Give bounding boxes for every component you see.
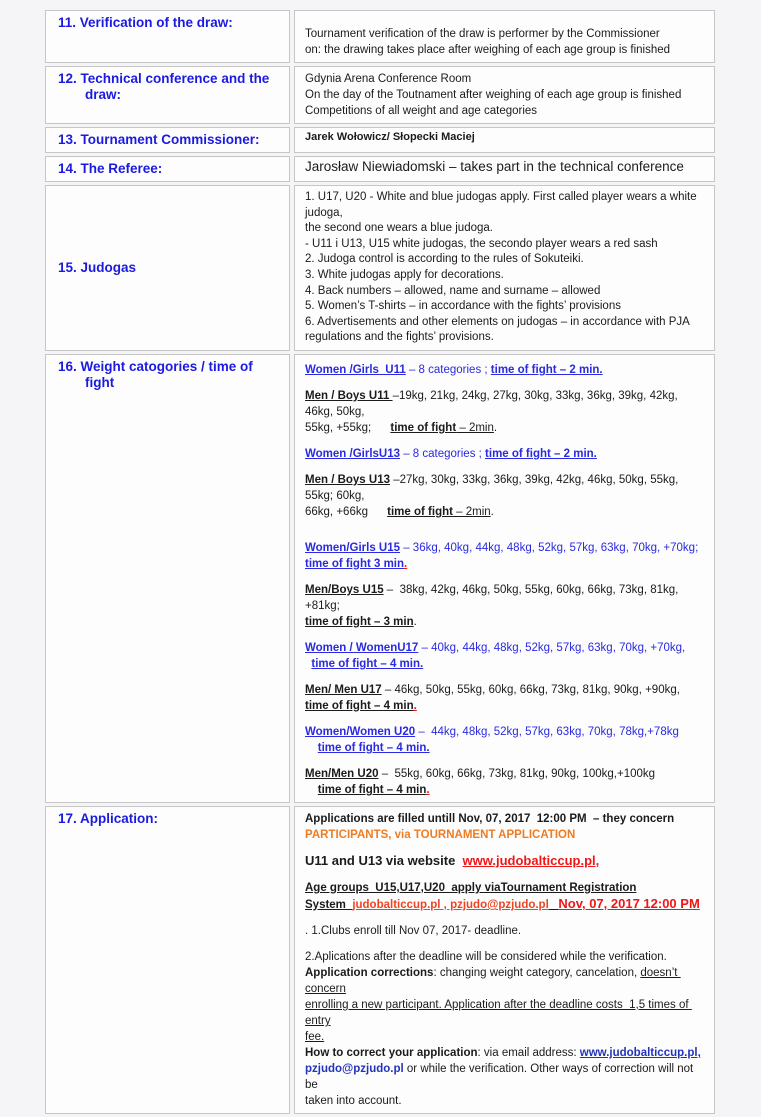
text-segment: Nov, 07, 2017 12:00 PM <box>558 895 700 911</box>
text-segment: – 46kg, 50kg, 55kg, 60kg, 66kg, 73kg, 81kg, 90kg, +90kg, <box>381 683 680 696</box>
table-row-17 <box>45 806 715 1114</box>
text-line <box>305 299 704 315</box>
text-line <box>305 949 704 965</box>
text-segment: – 40kg, 44kg, 48kg, 52kg, 57kg, 63kg, 70kg, +70kg, <box>418 641 686 654</box>
text-line <box>305 572 704 582</box>
text-segment: – 38kg, 42kg, 46kg, 50kg, 55kg, 60kg, 66kg, 73kg, 81kg, +81kg; <box>305 583 682 612</box>
text-segment: – 44kg, 48kg, 52kg, 57kg, 63kg, 70kg, 78kg,+78kg <box>415 725 679 738</box>
row-15-heading-cell <box>45 185 290 351</box>
text-segment: Men/Boys U15 <box>305 583 384 596</box>
text-line <box>305 71 704 87</box>
row-14-content <box>305 159 704 174</box>
text-segment: fee. <box>305 1030 325 1043</box>
table-row-15 <box>45 185 715 351</box>
row-12-content-cell <box>294 66 715 124</box>
text-line <box>305 472 704 504</box>
text-line <box>305 630 704 640</box>
text-line <box>305 462 704 472</box>
text-line <box>305 756 704 766</box>
text-line <box>305 1061 704 1093</box>
row-13-heading-cell <box>45 127 290 153</box>
text-line <box>305 221 704 237</box>
row-11-content <box>305 15 704 58</box>
text-segment: time of fight <box>390 421 457 434</box>
text-line <box>305 843 704 853</box>
text-segment: PARTICIPANTS, via TOURNAMENT APPLICATION <box>305 828 576 841</box>
text-line <box>305 782 704 798</box>
text-line <box>305 284 704 300</box>
text-segment: Competitions of all weight and age categories <box>305 105 538 117</box>
row-12-heading: 12. Technical conference and the draw: <box>58 71 270 102</box>
text-segment: Age groups U15,U17,U20 apply viaTournament Registration <box>305 881 637 894</box>
text-segment: enrolling a new participant. Application after the deadline costs 1,5 times of entry <box>305 998 692 1027</box>
text-segment: . <box>413 615 417 628</box>
table-row-13 <box>45 127 715 153</box>
text-segment: – 8 categories ; <box>400 447 486 460</box>
text-segment: System <box>305 898 353 911</box>
text-line <box>305 896 704 913</box>
text-segment: time of fight – 2 min. <box>490 363 603 376</box>
text-line <box>305 1045 704 1061</box>
text-line <box>305 520 704 530</box>
row-13-content-cell <box>294 127 715 153</box>
text-segment: . <box>413 699 417 712</box>
text-line <box>305 540 704 556</box>
row-14-content-cell <box>294 156 715 182</box>
text-segment: time of fight – 4 min. <box>317 741 430 754</box>
text-segment: 6. Advertisements and other elements on judogas – in accordance with PJA <box>305 315 690 328</box>
text-segment: U11 and U13 via website <box>305 852 463 868</box>
text-line <box>305 880 704 896</box>
text-segment: time of fight – 4 min <box>317 783 427 796</box>
text-segment: time of fight – 4 min <box>305 699 414 712</box>
text-line <box>305 853 704 870</box>
text-segment: Men / Boys U13 <box>305 473 390 486</box>
text-segment: Jarek Wołowicz/ Słopecki Maciej <box>305 131 475 143</box>
text-segment: 2. Judoga control is according to the rules of Sokuteiki. <box>305 253 584 266</box>
text-line <box>305 420 704 436</box>
row-11-heading: 11. Verification of the draw: <box>58 15 233 30</box>
text-line <box>305 740 704 756</box>
text-segment <box>305 784 318 796</box>
text-line <box>305 614 704 630</box>
table-row-11 <box>45 10 715 63</box>
text-line <box>305 714 704 724</box>
text-segment: 5. Women’s T-shirts – in accordance with the fights’ provisions <box>305 300 621 313</box>
text-line <box>305 1029 704 1045</box>
row-16-heading-cell <box>45 354 290 803</box>
text-segment: – 55kg, 60kg, 66kg, 73kg, 81kg, 90kg, 100kg,+100kg <box>378 767 656 780</box>
row-16-content <box>305 362 704 798</box>
row-14-heading: 14. The Referee: <box>58 161 163 176</box>
text-segment: regulations and the fights’ provisions. <box>305 331 494 344</box>
text-segment: Men/ Men U17 <box>305 683 382 696</box>
text-line <box>305 26 704 42</box>
text-line <box>305 252 704 268</box>
text-segment: Women /GirlsU13 <box>305 447 401 460</box>
text-segment: time of fight – 4 min. <box>311 657 424 670</box>
text-segment: Applications are filled untill Nov, 07, 2017 12:00 PM – they concern <box>305 812 675 825</box>
text-line <box>305 811 704 827</box>
row-12-content <box>305 71 704 119</box>
hyperlink[interactable]: judobalticcup.pl , pzjudo@pzjudo.pl <box>352 898 549 911</box>
table-row-14 <box>45 156 715 182</box>
text-segment: doesn’t concern <box>305 966 681 995</box>
text-segment: . 1.Clubs enroll till Nov 07, 2017- deadline. <box>305 924 522 937</box>
row-15-content <box>305 190 704 346</box>
text-line <box>305 870 704 880</box>
text-line <box>305 388 704 420</box>
text-line <box>305 436 704 446</box>
row-13-heading: 13. Tournament Commissioner: <box>58 132 260 147</box>
row-14-heading-cell <box>45 156 290 182</box>
text-segment: –27kg, 30kg, 33kg, 36kg, 39kg, 42kg, 46kg, 50kg, 55kg, 55kg; 60kg, <box>305 473 682 502</box>
text-line <box>305 923 704 939</box>
text-segment: . <box>404 557 408 570</box>
text-line <box>305 827 704 843</box>
text-segment: Men/Men U20 <box>305 767 379 780</box>
text-segment: 55kg, +55kg; <box>305 421 391 434</box>
text-line <box>305 913 704 923</box>
text-line <box>305 656 704 672</box>
text-segment: time of fight – 3 min <box>305 615 414 628</box>
text-line <box>305 530 704 540</box>
text-segment: : via email address: <box>477 1046 580 1059</box>
text-segment: Application corrections <box>305 966 434 979</box>
text-segment: . <box>426 783 430 796</box>
text-segment: Women/Women U20 <box>305 725 416 738</box>
text-segment: Jarosław Niewiadomski – takes part in the technical conference <box>305 159 684 174</box>
text-segment: – 2min <box>456 421 494 434</box>
hyperlink[interactable]: www.judobalticcup.pl, <box>462 852 600 868</box>
text-segment: time of fight – 2 min. <box>485 447 597 460</box>
text-line <box>305 682 704 698</box>
text-segment: – 36kg, 40kg, 44kg, 48kg, 52kg, 57kg, 63kg, 70kg, +70kg; <box>400 541 699 554</box>
text-segment: 1. U17, U20 - White and blue judogas apply. First called player wears a white judoga, <box>305 191 700 219</box>
text-line <box>305 582 704 614</box>
text-line <box>305 1093 704 1109</box>
text-segment <box>549 899 559 911</box>
table-row-12 <box>45 66 715 124</box>
text-line <box>305 640 704 656</box>
text-segment: 66kg, +66kg <box>305 505 388 518</box>
text-segment: On the day of the Toutnament after weighing of each age group is finished <box>305 89 682 101</box>
text-line <box>305 131 704 144</box>
text-line <box>305 190 704 221</box>
table-row-16 <box>45 354 715 803</box>
text-line <box>305 724 704 740</box>
text-line <box>305 939 704 949</box>
text-line <box>305 159 704 174</box>
text-segment: Gdynia Arena Conference Room <box>305 73 472 85</box>
text-line <box>305 446 704 462</box>
text-line <box>305 378 704 388</box>
row-17-heading: 17. Application: <box>58 810 159 826</box>
text-line <box>305 672 704 682</box>
text-line <box>305 103 704 119</box>
text-line <box>305 362 704 378</box>
text-segment <box>305 742 318 754</box>
text-segment: 2.Aplications after the deadline will be considered while the verification. <box>305 950 667 963</box>
text-line <box>305 87 704 103</box>
text-segment: or while the verification. Other ways of correction will not be <box>305 1062 697 1091</box>
text-segment: . <box>490 505 494 518</box>
text-segment: taken into account. <box>305 1094 402 1107</box>
text-segment: on: the drawing takes place after weighing of each age group is finished <box>305 44 671 56</box>
text-line <box>305 965 704 997</box>
text-segment: time of fight <box>387 505 453 518</box>
text-line <box>305 237 704 253</box>
text-line <box>305 42 704 58</box>
row-16-heading: 16. Weight catogories / time of fight <box>58 358 253 390</box>
text-segment: Tournament verification of the draw is performer by the Commissioner <box>305 28 660 40</box>
row-12-heading-cell <box>45 66 290 124</box>
text-segment: How to correct your application <box>305 1046 478 1059</box>
hyperlink[interactable]: www.judobalticcup.pl, <box>579 1046 701 1059</box>
text-line <box>305 504 704 520</box>
text-segment: the second one wears a blue judoga. <box>305 222 493 235</box>
row-11-content-cell <box>294 10 715 63</box>
text-segment: 3. White judogas apply for decorations. <box>305 268 504 281</box>
text-segment: 4. Back numbers – allowed, name and surname – allowed <box>305 284 601 297</box>
text-segment: – 8 categories ; <box>405 363 491 376</box>
regulations-table <box>45 10 715 1117</box>
text-segment: : changing weight category, cancelation, <box>433 966 641 979</box>
hyperlink[interactable]: pzjudo@pzjudo.pl <box>305 1062 404 1075</box>
text-segment: –19kg, 21kg, 24kg, 27kg, 30kg, 33kg, 36kg, 39kg, 42kg, 46kg, 50kg, <box>305 389 681 418</box>
row-17-heading-cell <box>45 806 290 1114</box>
row-17-content <box>305 811 704 1109</box>
text-segment: Women /Girls U11 <box>305 363 406 376</box>
text-line <box>305 268 704 284</box>
text-segment: Women / WomenU17 <box>305 641 419 654</box>
row-13-content <box>305 131 704 144</box>
text-line <box>305 698 704 714</box>
row-15-heading: 15. Judogas <box>58 259 137 275</box>
row-17-content-cell <box>294 806 715 1114</box>
text-line <box>305 997 704 1029</box>
text-segment: Women/Girls U15 <box>305 541 401 554</box>
text-line <box>305 315 704 331</box>
text-segment: – 2min <box>452 505 491 518</box>
text-line <box>305 330 704 346</box>
text-line <box>305 766 704 782</box>
text-segment: . <box>493 421 498 434</box>
text-segment: Men / Boys U11 <box>305 389 393 402</box>
text-segment: - U11 i U13, U15 white judogas, the secondo player wears a red sash <box>305 237 658 250</box>
text-segment: time of fight 3 min <box>305 557 405 570</box>
row-11-heading-cell <box>45 10 290 63</box>
text-line <box>305 556 704 572</box>
row-16-content-cell <box>294 354 715 803</box>
row-15-content-cell <box>294 185 715 351</box>
